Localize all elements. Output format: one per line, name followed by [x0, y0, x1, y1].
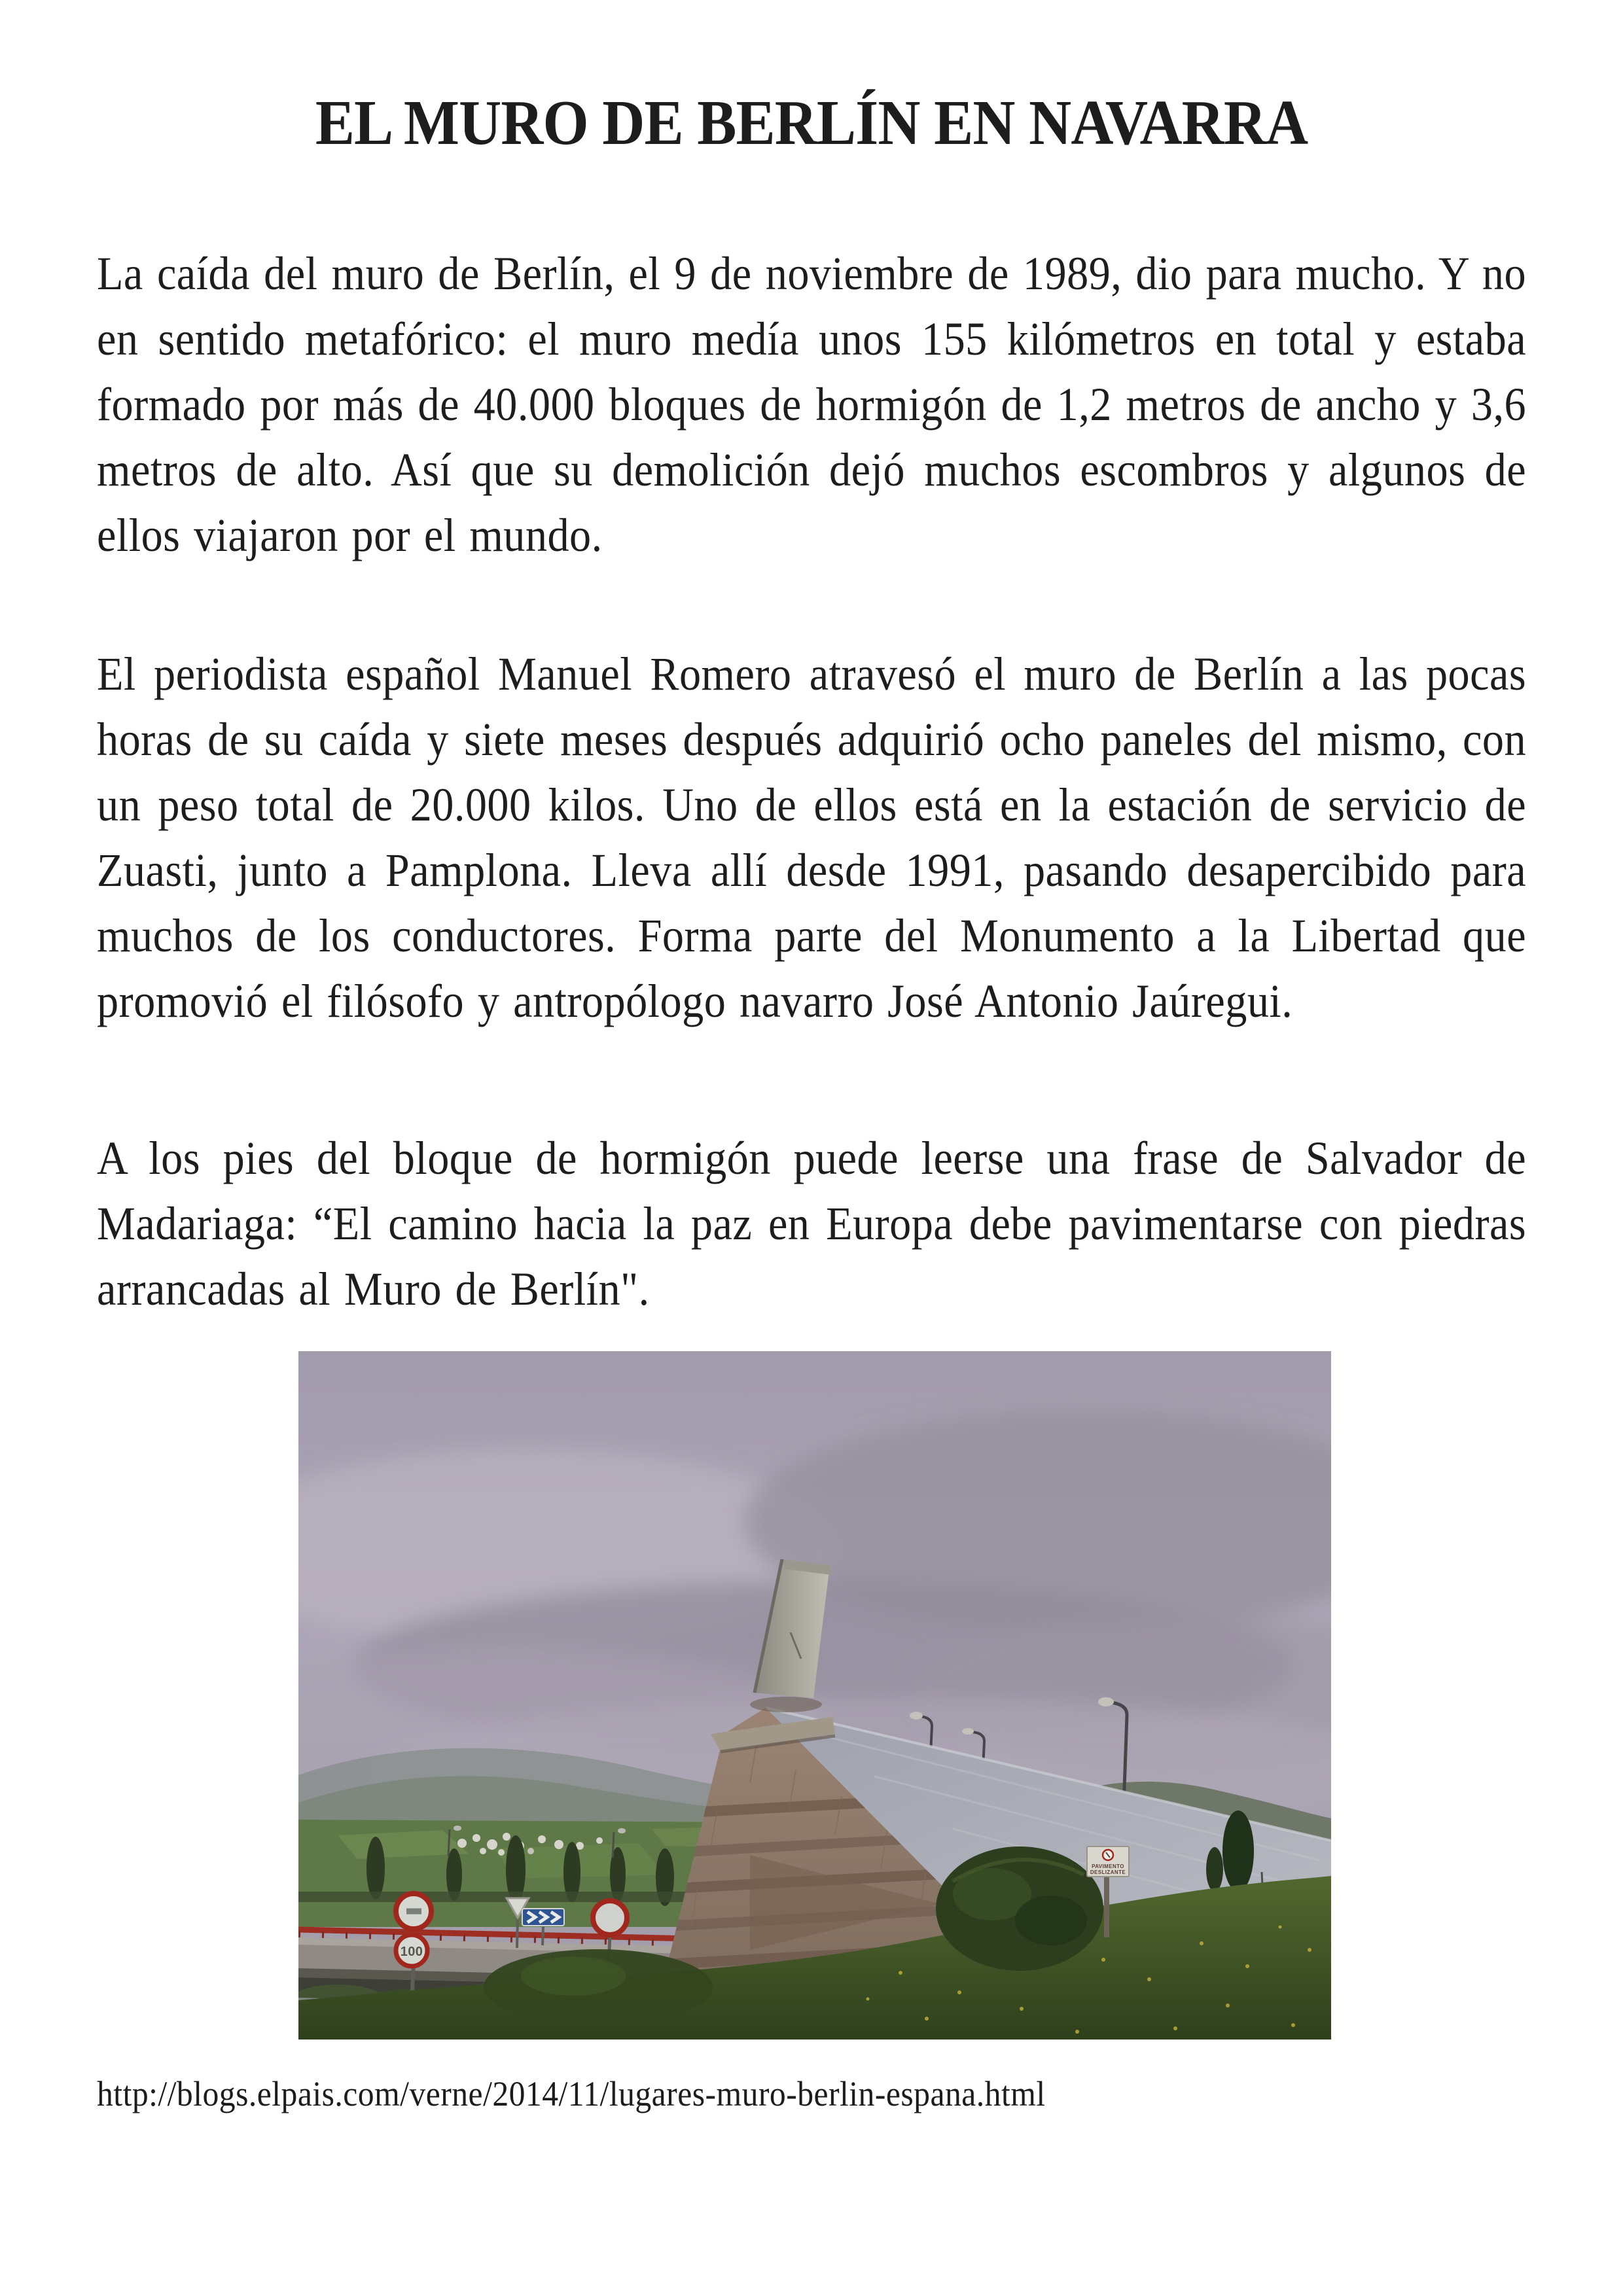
speed-limit-text: 100 — [400, 1945, 423, 1959]
far-lamp-head — [618, 1828, 626, 1833]
cypress-tree-small — [1206, 1847, 1223, 1892]
paragraph-madariaga-quote: A los pies del bloque de hormigón puede leerse una frase de Salvador de Madariaga: “El camino hacia la paz en Europa debe pavimentarse con piedras arrancadas al Muro de Berlín". — [97, 1132, 1527, 1315]
bush — [936, 1846, 1103, 1971]
far-lamp-head — [454, 1826, 461, 1831]
sign-line1: PAVIMENTO — [1092, 1863, 1124, 1869]
paragraph-berlin-wall-fall: La caída del muro de Berlín, el 9 de noviembre de 1989, dio para mucho. Y no en sentido metafórico: el muro medía unos 155 kilómetros en total y estaba formado por más de 40.000 bloques de hormigón de 1,2 metros de ancho y 3,6 metros de alto. Así que su demolición dejó muchos escombros y algunos de ellos viajaron por el mundo. — [97, 247, 1527, 561]
monument-photo — [298, 1351, 1331, 2040]
monument-photo-svg — [298, 1351, 1331, 2040]
sign-line2: DESLIZANTE — [1090, 1869, 1126, 1875]
page-title — [97, 82, 1526, 164]
grass-mound-highlight — [521, 1956, 626, 1996]
paragraph-manuel-romero: El periodista español Manuel Romero atravesó el muro de Berlín a las pocas horas de su caída y siete meses después adquirió ocho paneles del mismo, con un peso total de 20.000 kilos. Uno de ellos está en la estación de servicio de Zuasti, junto a Pamplona. Lleva allí desde 1991, pasando desapercibido para muchos de los conductores. Forma parte del Monumento a la Libertad que promovió el filósofo y antropólogo navarro José Antonio Jaúregui. — [97, 648, 1527, 1027]
page-title-text: EL MURO DE BERLÍN EN NAVARRA — [315, 88, 1308, 158]
cypress-tree — [1222, 1810, 1254, 1892]
source-url: http://blogs.elpais.com/verne/2014/11/lugares-muro-berlin-espana.html — [97, 2074, 1046, 2113]
